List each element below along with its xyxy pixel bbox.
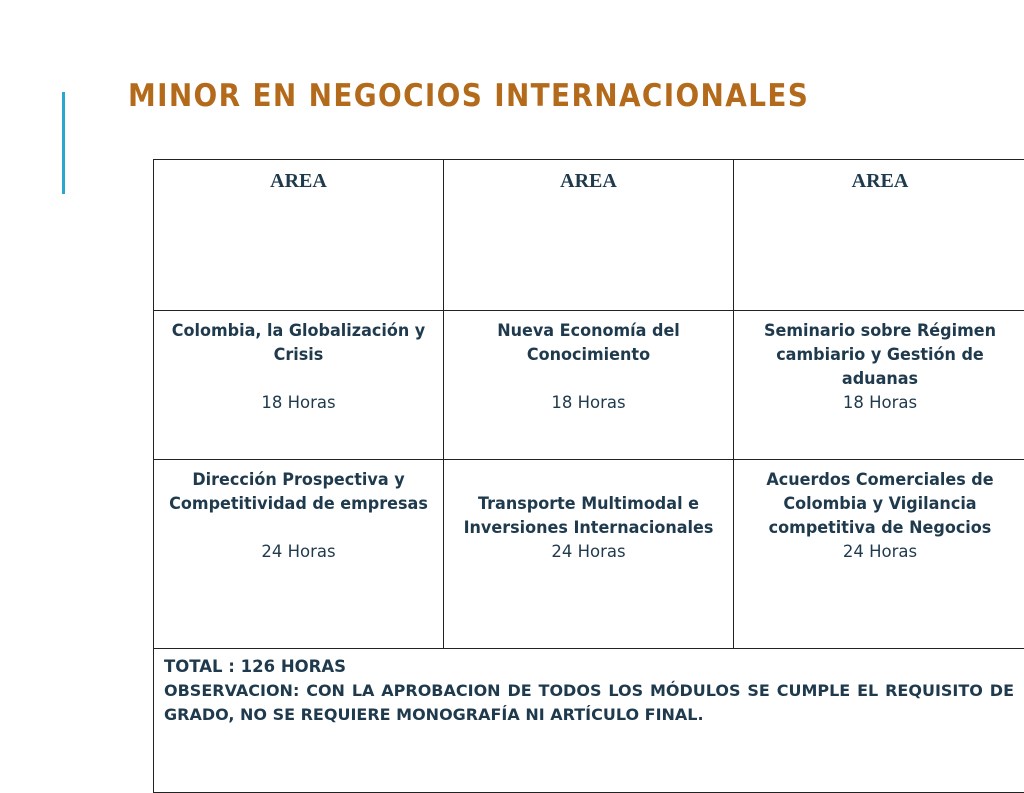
table-footer-row: [154, 649, 1024, 793]
slide-title: MINOR EN NEGOCIOS INTERNACIONALES: [128, 78, 809, 114]
area-label: AREA: [270, 170, 327, 192]
table-row: [154, 311, 1024, 460]
course-name: Dirección Prospectiva y Competitividad de empresas: [162, 468, 435, 516]
observation-text: OBSERVACION: CON LA APROBACION DE TODOS LOS MÓDULOS SE CUMPLE EL REQUISITO DE GRADO, NO SE REQUIERE MONOGRAFÍA NI ARTÍCULO FINAL.: [164, 679, 1014, 727]
header-cell: [734, 160, 1024, 311]
course-name: Acuerdos Comerciales de Colombia y Vigilancia competitiva de Negocios: [742, 468, 1017, 540]
course-cell: [734, 311, 1024, 460]
footer-cell: [154, 649, 1024, 793]
course-hours: 18 Horas: [738, 391, 1022, 415]
course-cell: [734, 460, 1024, 649]
course-cell: [154, 460, 444, 649]
course-hours: 18 Horas: [448, 391, 729, 415]
accent-bar: [62, 92, 65, 194]
course-name: Seminario sobre Régimen cambiario y Gestión de aduanas: [742, 319, 1017, 391]
area-label: AREA: [560, 170, 617, 192]
area-label: AREA: [852, 170, 909, 192]
course-cell: [444, 460, 734, 649]
course-hours: 24 Horas: [448, 540, 729, 564]
total-hours: TOTAL : 126 HORAS: [164, 655, 1014, 679]
course-cell: [444, 311, 734, 460]
spacer: [448, 468, 729, 492]
course-hours: 24 Horas: [738, 540, 1022, 564]
course-cell: [154, 311, 444, 460]
table-header-row: [154, 160, 1024, 311]
course-name: Colombia, la Globalización y Crisis: [162, 319, 435, 367]
course-hours: 18 Horas: [158, 391, 439, 415]
course-name: Nueva Economía del Conocimiento: [452, 319, 725, 367]
table-row: [154, 460, 1024, 649]
course-name: Transporte Multimodal e Inversiones Internacionales: [452, 492, 725, 540]
header-cell: [154, 160, 444, 311]
course-hours: 24 Horas: [158, 540, 439, 564]
minor-table: [153, 159, 1024, 793]
header-cell: [444, 160, 734, 311]
